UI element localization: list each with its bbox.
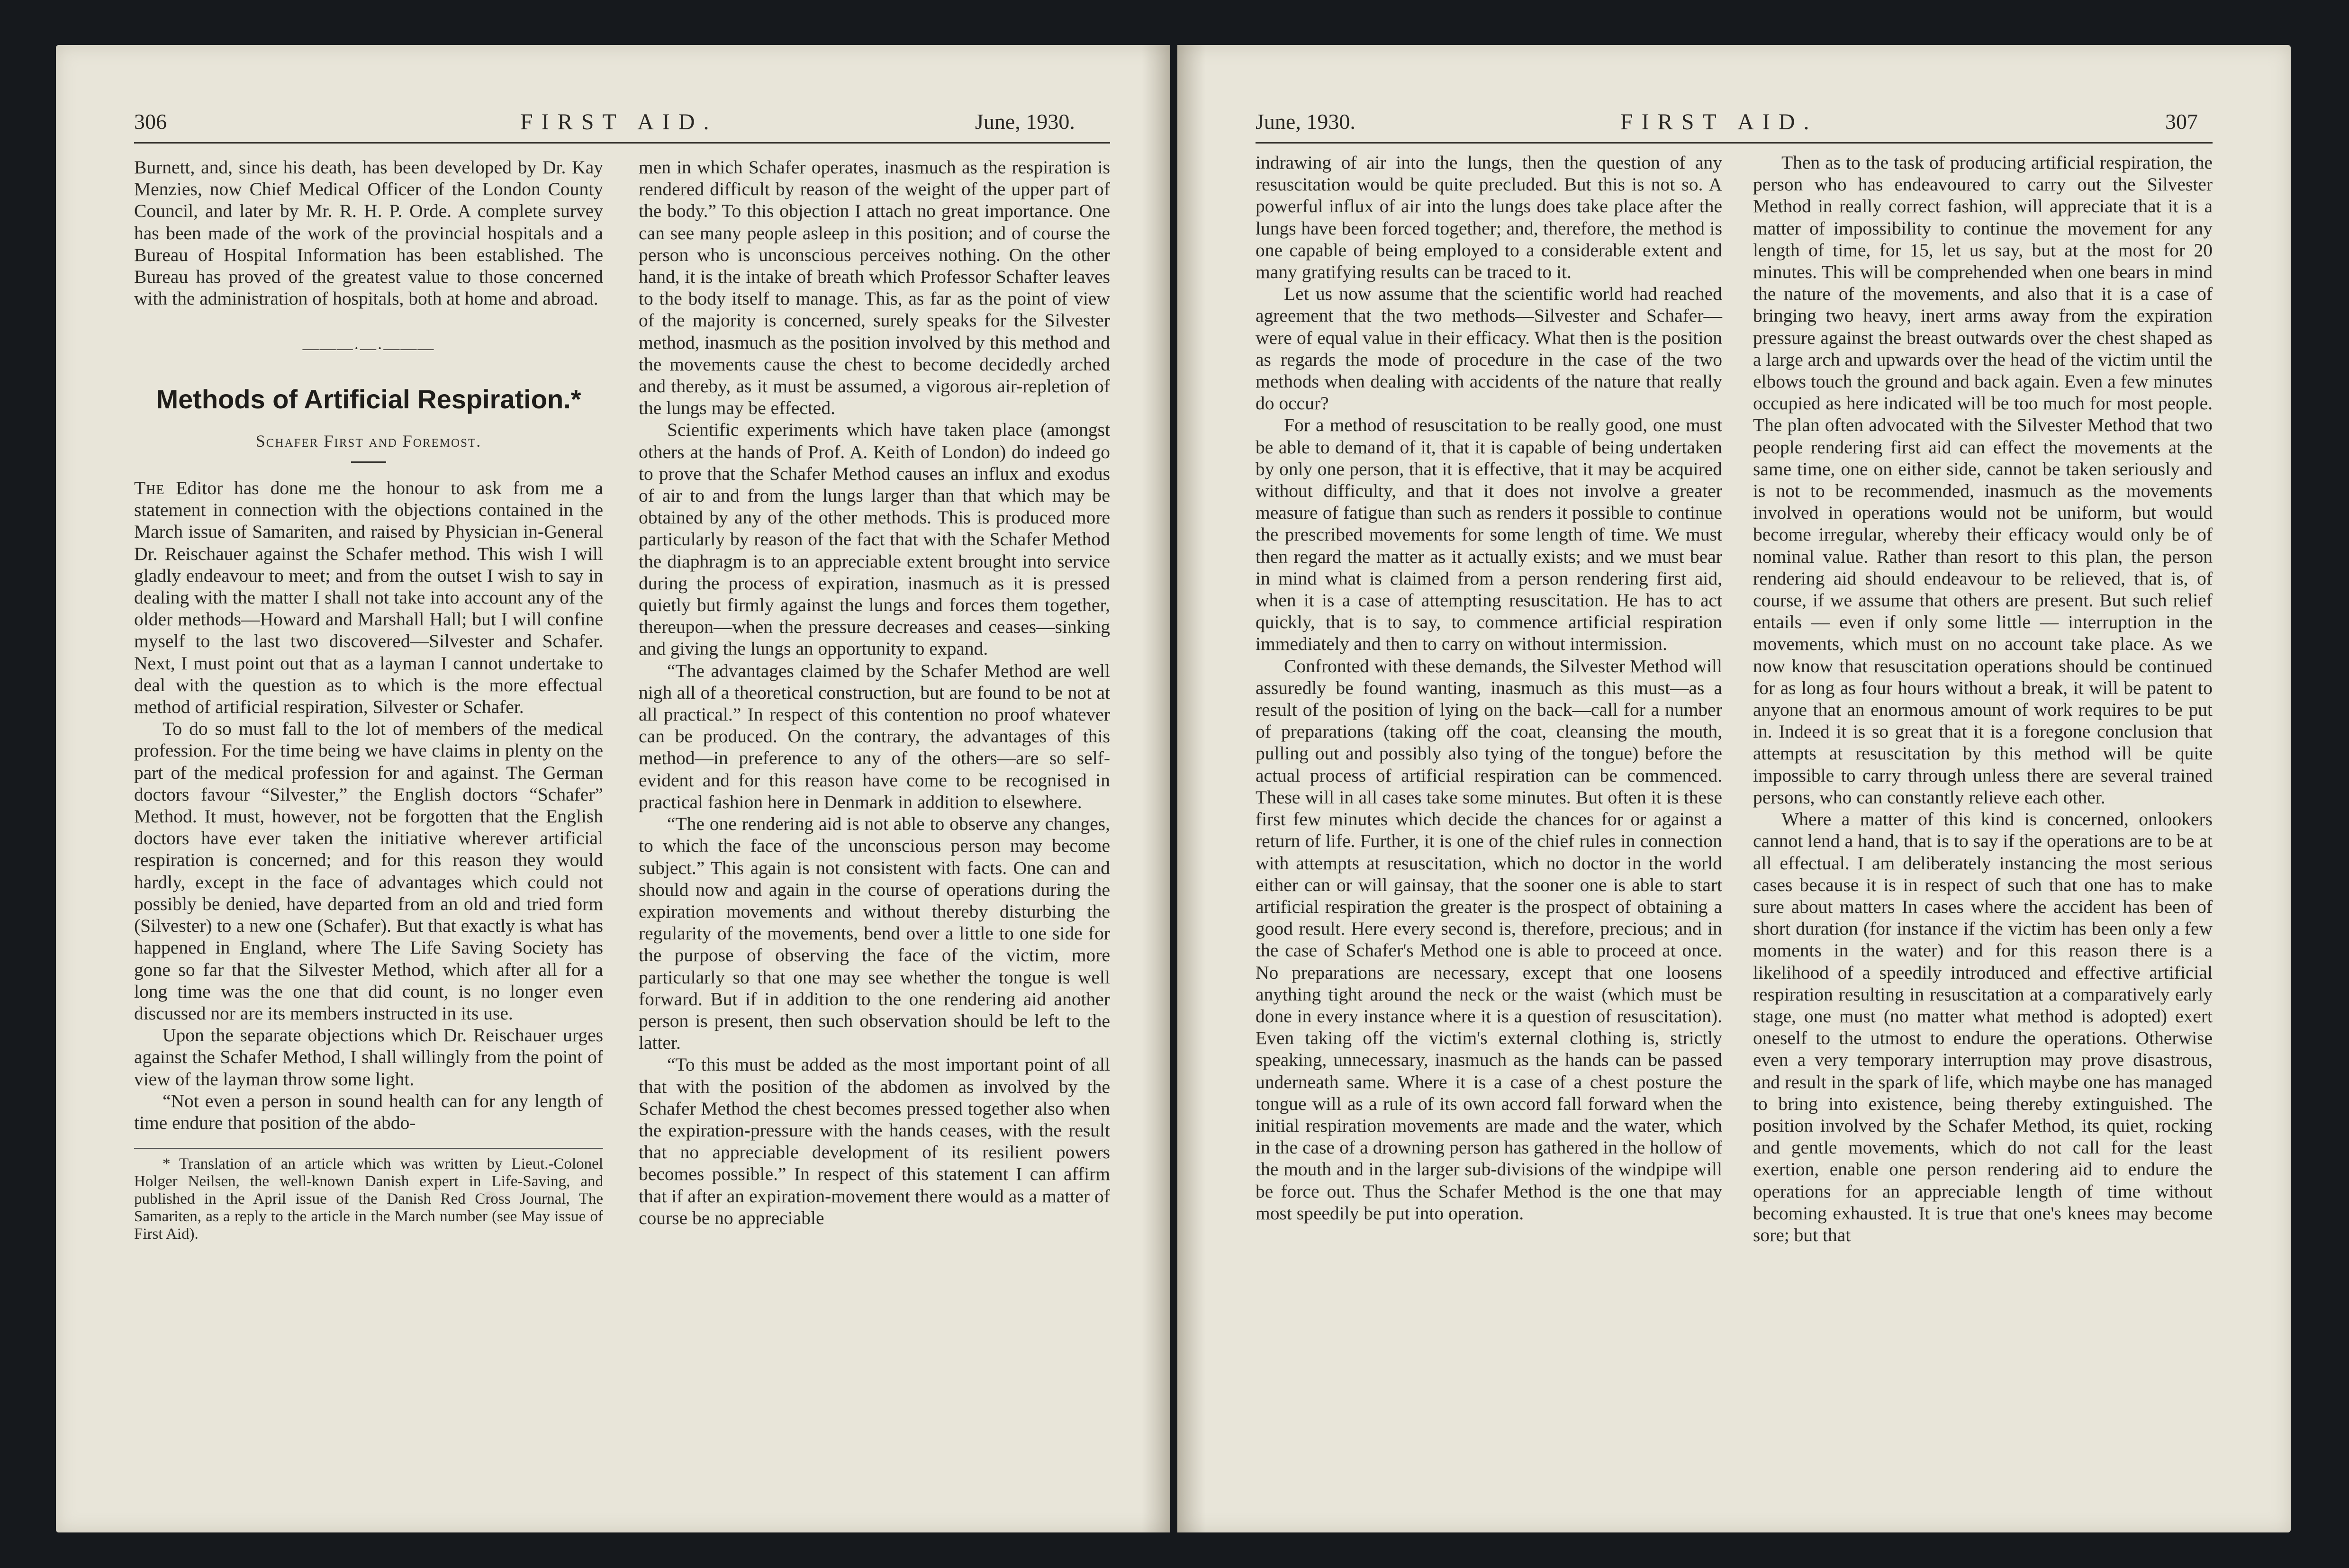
column-2-paragraph-4: “The one rendering aid is not able to observe any changes, to which the face of the unconscious person may become subject.” This again is not consistent with facts. One can and should now and again in the course of operations during the expiration movements and without thereby disturbing the regularity of the movements, bend over a little to one side for the purpose of observing the face of the victim, more particularly so that one may see whether the tongue is well forward. But if in addition to the one rendering aid another person is present, then such observation should be left to the latter. bbox=[639, 813, 1110, 1054]
column-2-paragraph-2: Scientific experiments which have taken place (amongst others at the hands of Prof. A. Keith of London) do indeed go to prove that the Schafer Method causes an influx and exodus of air to and from the lungs larger than that which may be obtained by any of the other methods. This is produced more particularly by reason of the fact that with the Schafer Method the diaphragm is to an appreciable extent brought into service during the process of expiration, inasmuch as it is pressed quietly but firmly against the lungs and forces them together, thereupon—when the pressure decreases and ceases—sinking and giving the lungs an opportunity to expand. bbox=[639, 419, 1110, 659]
column-2-paragraph-2: Where a matter of this kind is concerned, onlookers cannot lend a hand, that is to say if the operations are to be at all effectual. I am deliberately instancing the most serious cases because it is in respect of such that one has to make sure about matters In cases where the accident has been of short duration (for instance if the victim has been only a few moments in the water) and for this reason there is a likelihood of a speedily introduced and effective artificial respiration resulting in resuscitation at a comparatively early stage, one must (no matter what method is adopted) exert oneself to the utmost to endure the operations. Otherwise even a very temporary interruption may prove disastrous, and result in the spark of life, which maybe one has managed to bring into existence, being thereby extinguished. The position involved by the Schafer Method, its quiet, rocking and gentle movements, which do not call for the least exertion, enable one person rendering aid to endure the operations for an appreciable length of time without becoming exhausted. It is true that one's knees may become sore; but that bbox=[1753, 809, 2213, 1245]
column-2-paragraph-5: “To this must be added as the most important point of all that with the position of the abdomen as involved by the Schafer Method the chest becomes pressed together also when the expiration-pressure with the hands ceases, with the result that no appreciable development of its resilient powers becomes possible.” In respect of this statement I can affirm that if after an expiration-movement there would as a matter of course be no appreciable bbox=[639, 1054, 1110, 1228]
column-2-paragraph-3: “The advantages claimed by the Schafer Method are well nigh all of a theoretical construction, but are found to be not at all practical.” In respect of this contention no proof whatever can be produced. On the contrary, the advantages of this method—in preference to any of the others—are so self-evident and for this reason have come to be recognised in practical fashion here in Denmark in addition to elsewhere. bbox=[639, 660, 1110, 812]
header-rule bbox=[134, 142, 1110, 144]
running-title: FIRST AID. bbox=[1620, 109, 1818, 135]
paragraph-text: Editor has done me the honour to ask from me a statement in connection with the objections contained in the March issue of Samariten, and raised by Physician in-General Dr. Reischauer against the Schafer method. This wish I will gladly endeavour to meet; and from the outset I wish to say in dealing with the matter I shall not take into account any of the older methods—Howard and Marshall Hall; but I will confine myself to the last two discovered—Silvester and Schafer. Next, I must point out that as a layman I cannot undertake to deal with the question as to which is the more effectual method of artificial respiration, Silvester or Schafer. bbox=[134, 478, 603, 718]
article-title: Methods of Artificial Respiration.* bbox=[156, 384, 581, 414]
header-rule bbox=[1256, 142, 2213, 144]
column-2-paragraph-1: men in which Schafer operates, inasmuch as the respiration is rendered difficult by reason of the weight of the upper part of the body.” To this objection I attach no great importance. One can see many people asleep in this position; and of course the person who is unconscious perceives nothing. On the other hand, it is the intake of breath which Professor Schafter leaves to the body itself to manage. This, as far as the point of view of the majority is concerned, surely speaks for the Silvester method, inasmuch as the position involved by this method and the movements cause the chest to become decidedly arched and thereby, as it must be assumed, a vigorous air-repletion of the lungs may be effected. bbox=[639, 157, 1110, 419]
running-title: FIRST AID. bbox=[520, 109, 718, 135]
column-1-paragraph-1: indrawing of air into the lungs, then the question of any resuscitation would be quite precluded. But this is not so. A powerful influx of air into the lungs does take place after the lungs have been forced together; and, therefore, the method is one capable of being employed to a considerable extent and many gratifying results can be traced to it. bbox=[1256, 152, 1722, 283]
column-1-paragraph-4: Confronted with these demands, the Silvester Method will assuredly be found wanting, inasmuch as this must—as a result of the position of lying on the back—call for a number of preparations (taking off the coat, cleansing the mouth, pulling out and possibly also tying of the tongue) before the actual process of artificial respiration can be commenced. These will in all cases take some minutes. But often it is these first few minutes which decide the chances for or against a return of life. Further, it is one of the chief rules in connection with attempts at resuscitation, which no doctor in the world either can or will gainsay, that the sooner one is able to start artificial respiration the greater is the prospect of obtaining a good result. Here every second is, therefore, precious; and in the case of Schafer's Method one is able to proceed at once. No preparations are necessary, except that one loosens anything tight around the neck or the waist (which must be done in every instance where it is a question of resuscitation). Even taking off the victim's external clothing is, strictly speaking, unnecessary, inasmuch as the hands can be passed underneath same. Where it is a case of a chest posture the tongue will as a rule of its own accord fall forward when the initial respiration movements are made and the water, which in the case of a drowning person has gathered in the hollow of the mouth and in the larger sub-divisions of the windpipe will be force out. Thus the Schafer Method is the one that may most speedily be put into operation. bbox=[1256, 655, 1722, 1224]
footnote-text: * Translation of an article which was written by Lieut.-Colonel Holger Neilsen, the well-known Danish expert in Life-Saving, and published in the April issue of the Danish Red Cross Journal, The Samariten, as a reply to the article in the March number (see May issue of First Aid). bbox=[134, 1155, 603, 1243]
lead-word: The bbox=[134, 478, 165, 499]
section-ornament: ———·—·——— bbox=[302, 340, 435, 358]
intro-paragraph: Burnett, and, since his death, has been developed by Dr. Kay Menzies, now Chief Medical Officer of the London County Council, and later by Mr. R. H. P. Orde. A complete survey has been made of the work of the provincial hospitals and a Bureau of Hospital Information has been established. The Bureau has proved of the greatest value to those concerned with the administration of hospitals, both at home and abroad. bbox=[134, 157, 603, 309]
subheading-rule bbox=[351, 461, 386, 463]
right-column-1 bbox=[1256, 152, 1722, 1224]
article-paragraph-4: “Not even a person in sound health can for any length of time endure that position of the abdo- bbox=[134, 1090, 603, 1133]
right-column-2 bbox=[1753, 152, 2213, 1246]
gutter-shadow bbox=[1142, 45, 1170, 1532]
article-paragraph-3: Upon the separate objections which Dr. Reischauer urges against the Schafer Method, I shall willingly from the point of view of the layman throw some light. bbox=[134, 1025, 603, 1090]
column-2-paragraph-1: Then as to the task of producing artificial respiration, the person who has endeavoured to carry out the Silvester Method in really correct fashion, will appreciate that it is a matter of impossibility to continue the movement for any length of time, for 15, let us say, but at the most for 20 minutes. This will be comprehended when one bears in mind the nature of the movements, and also that it is a case of bringing two heavy, inert arms away from the expiration pressure against the breast outwards over the chest shaped as a large arch and upwards over the head of the victim until the elbows touch the ground and back again. Even a few minutes occupied as here indicated will be too much for most people. The plan often advocated with the Silvester Method that two people rendering first aid can effect the movements at the same time, one on either side, cannot be taken seriously and is not to be recommended, inasmuch as the movements involved in operations would not be uniform, but would become irregular, whereby their efficacy would only be of nominal value. Rather than resort to this plan, the person rendering aid should endeavour to be relieved, that is, of course, if we assume that others are present. But such relief entails — even if only some little — interruption in the movements, which must on no account take place. As we now know that resuscitation operations should be continued for as long as four hours without a break, it will be patent to anyone that an enormous amount of work requires to be put in. Indeed it is so great that it is a foregone conclusion that attempts at resuscitation by this method will be quite impossible to carry through unless there are several trained persons, who can constantly relieve each other. bbox=[1753, 152, 2213, 808]
translation-footnote bbox=[134, 1148, 603, 1243]
left-column-1 bbox=[134, 156, 603, 1243]
page-number: 307 bbox=[2165, 109, 2198, 134]
column-1-paragraph-2: Let us now assume that the scientific world had reached agreement that the two methods—Silvester and Schafer—were of equal value in their efficacy. What then is the position as regards the mode of procedure in the case of the two methods when dealing with accidents of the nature that really do occur? bbox=[1256, 283, 1722, 414]
left-column-2 bbox=[639, 156, 1110, 1229]
right-page bbox=[1177, 45, 2291, 1532]
page-number: 306 bbox=[134, 109, 167, 134]
article-subheading: Schafer First and Foremost. bbox=[255, 431, 482, 451]
article-paragraph-1 bbox=[134, 477, 603, 718]
article-paragraph-2: To do so must fall to the lot of members of the medical profession. For the time being we have claims in plenty on the part of the medical profession for and against. The German doctors favour “Silvester,” the English doctors “Schafer” Method. It must, however, not be forgotten that the English doctors have ever taken the initiative wherever artificial respiration is concerned; and for this reason they would hardly, except in the face of advantages which could not possibly be denied, have departed from an old and tried form (Silvester) to a new one (Schafer). But that exactly is what has happened in England, where The Life Saving Society has gone so far that the Silvester Method, which after all for a long time was the one that did count, is no longer even discussed nor are its members instructed in its use. bbox=[134, 718, 603, 1024]
column-1-paragraph-3: For a method of resuscitation to be really good, one must be able to demand of it, that it is capable of being undertaken by only one person, that it is effective, that it may be acquired without difficulty, and that it does not involve a greater measure of fatigue than such as renders it possible to continue the prescribed movements for some length of time. We must then regard the matter as it actually exists; and we must bear in mind what is claimed from a person rendering first aid, when it is a case of attempting resuscitation. He has to act quickly, that is to say, to commence artificial respiration immediately and then to carry on without intermission. bbox=[1256, 415, 1722, 655]
issue-date: June, 1930. bbox=[975, 109, 1075, 134]
left-page bbox=[56, 45, 1170, 1532]
issue-date: June, 1930. bbox=[1256, 109, 1355, 134]
gutter-shadow bbox=[1177, 45, 1206, 1532]
